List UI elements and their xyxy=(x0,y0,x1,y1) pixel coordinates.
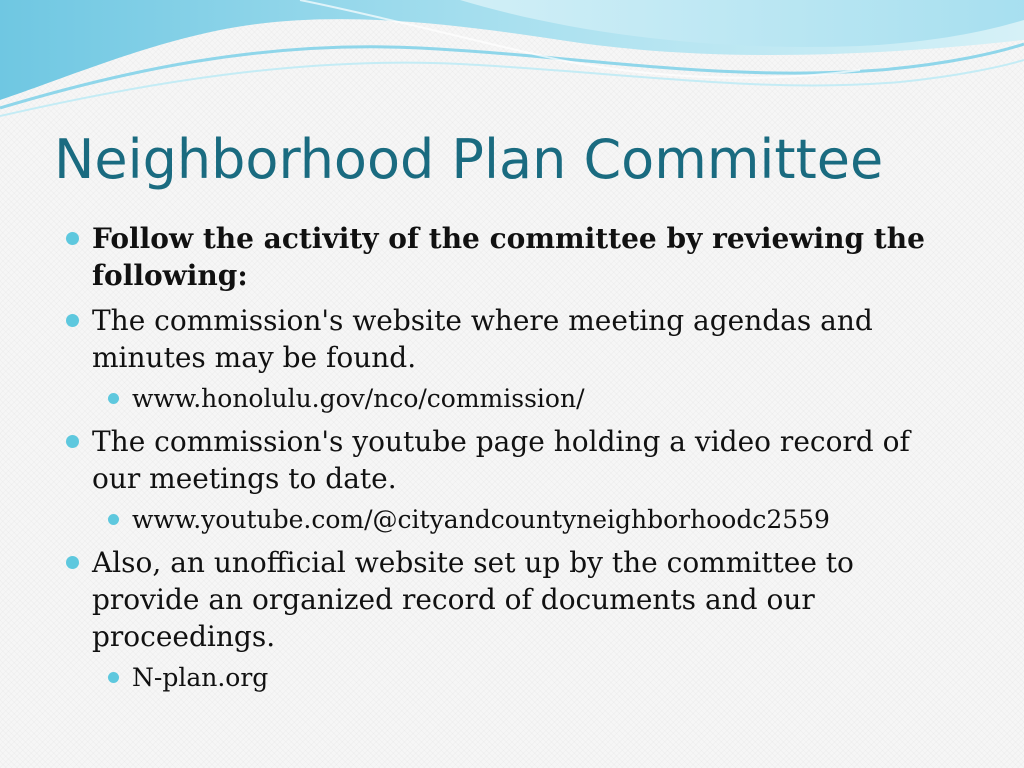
bullet-item-unofficial-website xyxy=(64,544,964,655)
sub-bullet-item-commission-url[interactable] xyxy=(106,382,964,415)
commission-link[interactable]: www.honolulu.gov/nco/commission/ xyxy=(132,384,585,413)
bullet-dot-icon xyxy=(66,314,79,327)
nplan-link[interactable]: N-plan.org xyxy=(132,663,269,692)
bullet-dot-icon xyxy=(66,435,79,448)
bullet-text: The commission's youtube page holding a video record of our meetings to date. xyxy=(92,425,910,495)
bullet-dot-icon xyxy=(108,672,119,683)
youtube-link[interactable]: www.youtube.com/@cityandcountyneighborhoodc2559 xyxy=(132,505,830,534)
bullet-item-youtube-page xyxy=(64,423,964,497)
wave-header-decoration xyxy=(0,0,1024,120)
bullet-list xyxy=(64,220,964,702)
bullet-item-follow-activity xyxy=(64,220,964,294)
sub-bullet-item-youtube-url[interactable] xyxy=(106,503,964,536)
bullet-text: Also, an unofficial website set up by the committee to provide an organized record of documents and our proceedings. xyxy=(92,546,854,653)
bullet-dot-icon xyxy=(108,393,119,404)
bullet-text: Follow the activity of the committee by reviewing the following: xyxy=(92,222,925,292)
slide-title: Neighborhood Plan Committee xyxy=(54,128,884,191)
bullet-item-commission-website xyxy=(64,302,964,376)
bullet-dot-icon xyxy=(108,514,119,525)
sub-bullet-item-nplan-url[interactable] xyxy=(106,661,964,694)
bullet-text: The commission's website where meeting agendas and minutes may be found. xyxy=(92,304,873,374)
bullet-dot-icon xyxy=(66,232,79,245)
bullet-dot-icon xyxy=(66,556,79,569)
